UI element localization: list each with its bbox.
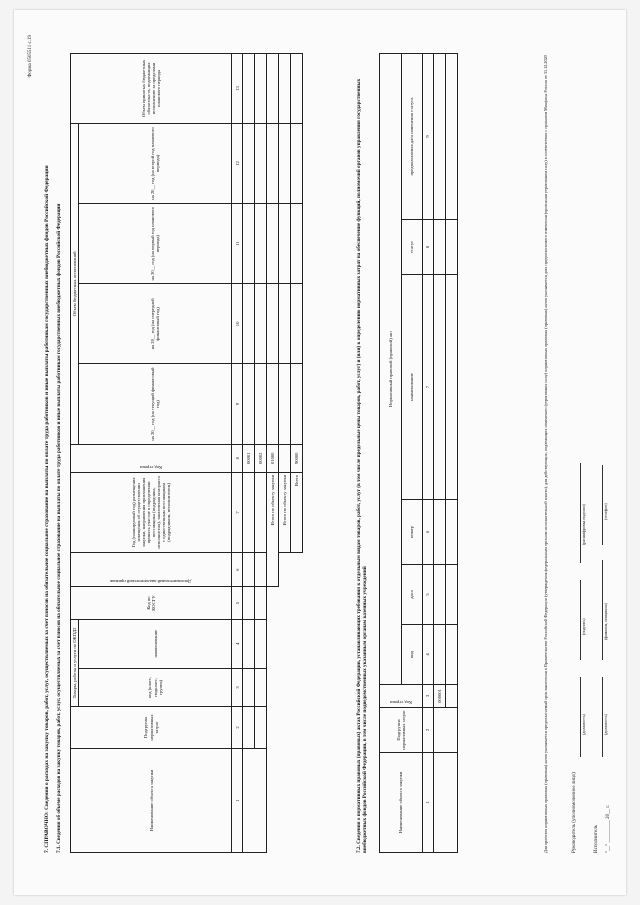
cell[interactable] (446, 275, 458, 500)
grand-total-row (291, 54, 303, 853)
cell[interactable] (255, 204, 267, 284)
cell[interactable] (267, 284, 279, 364)
col-num: 10 (232, 284, 243, 364)
cell[interactable] (291, 123, 303, 203)
th-group-2: Подгруппа нормативных затрат (380, 708, 423, 753)
th-code: код (класс, подкласс, группа) (79, 668, 232, 707)
col-num: 5 (232, 587, 243, 619)
th-number: номер (401, 500, 423, 565)
cell[interactable] (434, 753, 458, 853)
th-name-2: наименование (401, 275, 423, 500)
th-analytic: Дополнительный аналитический признак (71, 553, 232, 587)
row-code-cell: 00002 (255, 444, 267, 472)
th-budget-volume: Объем бюджетных ассигнований (71, 123, 79, 444)
cell[interactable] (434, 500, 446, 565)
cell[interactable] (434, 625, 446, 685)
cell[interactable] (291, 54, 303, 124)
col-num: 9 (423, 54, 434, 220)
footnote: Для проектов нормативных правовых (правовых) актов указывается предполагаемый срок вынесения в Правительство Российской Федерации (утверждения федеральным органом исполнительной власти), для действующих, подлежащих изменению (утративших силу) нормативных правовых (правовых) актов указывается дата предполагаемого изменения (признания утратившим силу) в соответствии с приказом Минфина России от 31.12.2020 (543, 55, 548, 853)
table-purchase-volume (70, 53, 303, 853)
section7-title: 7. СПРАВОЧНО: Сведения о расходах на закупку товаров, работ, услуг, осуществляемых за счет взносов на обязательное социальное страхование на выплаты по оплате труда работников и иные выплаты работникам государственных внебюджетных фондов Российской Федерации (44, 165, 50, 853)
cell[interactable] (243, 619, 255, 668)
cell[interactable] (255, 619, 267, 668)
cell[interactable] (279, 54, 291, 124)
cell[interactable] (255, 54, 267, 124)
total-all-label: Итого по объекту закупки (279, 472, 291, 552)
table-row (434, 54, 446, 853)
col-numbers-row (232, 54, 243, 853)
cell[interactable] (267, 204, 279, 284)
total-all-row (279, 54, 291, 853)
cell[interactable] (255, 123, 267, 203)
col-num: 6 (232, 553, 243, 587)
cell[interactable] (243, 668, 255, 707)
cell[interactable] (255, 364, 267, 444)
cell[interactable] (291, 284, 303, 364)
th-date: дата (401, 565, 423, 625)
total-object-row (267, 54, 279, 853)
col-num: 11 (232, 204, 243, 284)
th-goods-group: Товары, работы и услуги по ОКПД2 (71, 619, 79, 706)
col-num: 1 (232, 748, 243, 852)
cell[interactable] (243, 472, 255, 552)
cell[interactable] (243, 553, 255, 587)
cell[interactable] (267, 364, 279, 444)
cell[interactable] (446, 625, 458, 685)
col-num: 7 (423, 275, 434, 500)
row-code-cell-2: 000001 (434, 685, 446, 708)
th-row-code: Код строки (71, 444, 232, 472)
th-outside: Объем принятых бюджетных обязательств, подлежащих исполнению за пределами планового периода (71, 54, 232, 124)
col-num: 8 (232, 444, 243, 472)
cell[interactable] (291, 364, 303, 444)
decode-caption: (расшифровка подписи) (581, 504, 586, 545)
cell[interactable] (446, 500, 458, 565)
cell[interactable] (279, 284, 291, 364)
col-num: 6 (423, 500, 434, 565)
col-numbers-row-2 (423, 54, 434, 853)
executor-position-caption: (должность) (603, 714, 608, 735)
col-num: 1 (423, 753, 434, 853)
rotated-form (24, 25, 614, 875)
cell[interactable] (267, 123, 279, 203)
grand-total-label: Всего (291, 472, 303, 552)
th-object-name-2: Наименование объекта закупки (380, 753, 423, 853)
grand-total-code: 90000 (291, 444, 303, 472)
th-year-plan: Год (планируемый год) размещения извещения об осуществлении закупки, направления приглашения принять участие в определении поставщика (подрядчика, исполнителя), заключения контракта с единственным поставщиком (подрядчиком, исполнителем) (71, 472, 232, 552)
position-caption: (должность) (581, 714, 586, 735)
decode-line[interactable] (572, 463, 581, 563)
section72-title: 7.2. Сведения о нормативных правовых (правовых) актах Российской Федерации, устанавливающих требования к отдельным видам товаров, работ, услуг (в том числе предельные цены товаров, работ, услуг) и (или) к определению нормативных затрат на обеспечение функций, полномочий органов управления государственных внебюджетных фондов Российской Федерации, в том числе подведомственных указанным органам казенных учреждений (356, 78, 368, 853)
col-num: 3 (232, 668, 243, 707)
col-num: 4 (423, 625, 434, 685)
th-y3: на 20__ год (на второй год планового периода) (79, 123, 232, 203)
th-object-name: Наименование объекта закупки (71, 748, 232, 852)
cell[interactable] (255, 284, 267, 364)
col-num: 4 (232, 619, 243, 668)
phone-line[interactable] (594, 465, 603, 545)
col-num: 2 (232, 707, 243, 749)
cell[interactable] (243, 707, 255, 749)
cell (446, 685, 458, 708)
th-row-code-2: Код строки (380, 685, 423, 708)
col-num: 8 (423, 220, 434, 275)
cell[interactable] (279, 364, 291, 444)
cell[interactable] (255, 707, 267, 749)
total-object-label: Итого по объекту закупки (267, 472, 279, 587)
table-normative-acts (379, 53, 458, 853)
th-name: наименование (79, 619, 232, 668)
total-object-code: 01000 (267, 444, 279, 472)
th-act: Нормативный правовой (правовой) акт (380, 54, 402, 685)
cell[interactable] (243, 364, 255, 444)
col-num: 9 (232, 364, 243, 444)
cell[interactable] (255, 553, 267, 587)
cell[interactable] (255, 668, 267, 707)
executor-position-line[interactable] (594, 677, 603, 757)
document-page (14, 10, 626, 895)
th-y0: на 20__ год (на текущий финансовый год) (79, 364, 232, 444)
table-row (243, 54, 255, 853)
th-kosgu: Код по КОСГУ (71, 587, 232, 619)
executor-fio-line[interactable] (594, 560, 603, 660)
cell[interactable] (434, 565, 446, 625)
cell[interactable] (446, 565, 458, 625)
row-code-cell: 00001 (243, 444, 255, 472)
executor-fio-caption: (фамилия, инициалы) (603, 603, 608, 640)
signature-caption: (подпись) (581, 618, 586, 635)
table-row (255, 54, 267, 853)
cell[interactable] (446, 220, 458, 275)
cell[interactable] (279, 123, 291, 203)
th-group: Подгруппа нормативных затрат (71, 707, 232, 749)
executor-label: Исполнитель (594, 825, 599, 853)
cell[interactable] (434, 708, 458, 753)
cell[interactable] (243, 204, 255, 284)
th-y2: на 20__ год (на первый год планового периода) (79, 204, 232, 284)
cell[interactable] (446, 54, 458, 220)
col-num: 7 (232, 472, 243, 552)
th-y1: на 20__ год (на очередной финансовый год) (79, 284, 232, 364)
col-num: 3 (423, 685, 434, 708)
cell[interactable] (255, 472, 267, 552)
position-line[interactable] (572, 677, 581, 757)
signature-line[interactable] (572, 580, 581, 660)
th-type: вид (401, 625, 423, 685)
date-line: "__" _________ 20__ г. (606, 804, 611, 853)
cell[interactable] (291, 204, 303, 284)
col-num: 5 (423, 565, 434, 625)
cell[interactable] (434, 220, 446, 275)
head-label: Руководитель (уполномоченное лицо) (572, 772, 577, 853)
cell[interactable] (434, 275, 446, 500)
form-number: Форма 0505511 с.19 (28, 35, 33, 78)
section71-title: 7.1. Сведения об объеме расходов на закупку товаров, работ, услуг, осуществляемых за счет взносов на обязательное социальное страхование на выплаты по оплате труда работников и иные выплаты работникам государственных внебюджетных фондов Российской Федерации (56, 203, 62, 853)
cell[interactable] (243, 123, 255, 203)
col-num: 13 (232, 54, 243, 124)
cell[interactable] (434, 54, 446, 220)
cell[interactable] (243, 54, 255, 124)
cell[interactable] (243, 284, 255, 364)
cell[interactable] (243, 748, 267, 852)
col-num: 2 (423, 708, 434, 753)
cell[interactable] (279, 204, 291, 284)
cell[interactable] (267, 54, 279, 124)
cell[interactable] (255, 587, 267, 619)
cell[interactable] (243, 587, 255, 619)
col-num: 12 (232, 123, 243, 203)
th-status: статус (401, 220, 423, 275)
phone-caption: (телефон) (603, 503, 608, 520)
th-status-date: предполагаемая дата изменения статуса (401, 54, 423, 220)
